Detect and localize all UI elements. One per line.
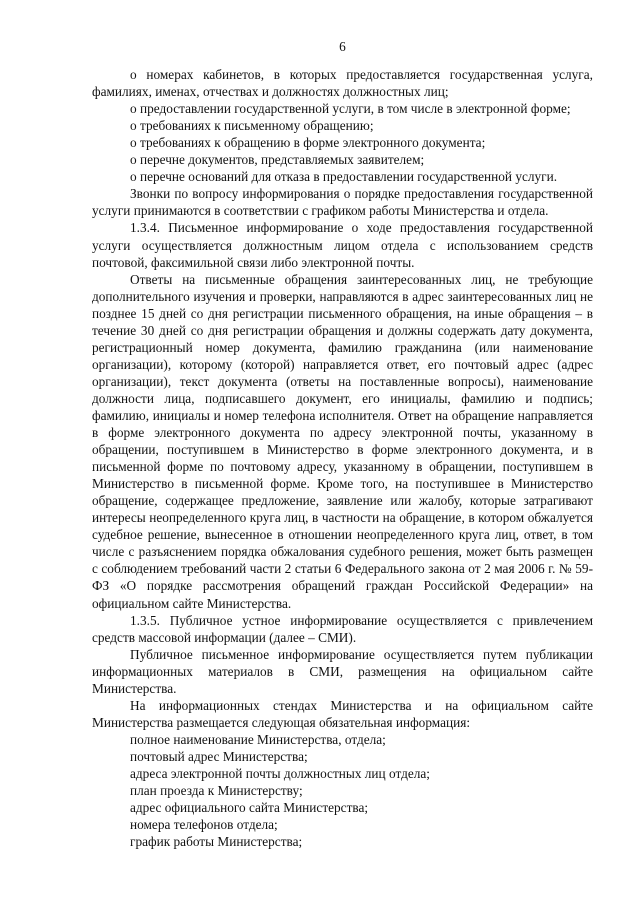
paragraph: На информационных стендах Министерства и на официальном сайте Министерства размещается следующая обязательная информация: — [92, 697, 593, 730]
list-item: номера телефонов отдела; — [130, 817, 278, 833]
list-item: о перечне оснований для отказа в предоставлении государственной услуги. — [130, 169, 558, 185]
list-item: график работы Министерства; — [130, 834, 303, 850]
list-item: о требованиях к письменному обращению; — [130, 118, 374, 134]
list-item: план проезда к Министерству; — [130, 783, 303, 799]
list-item: о требованиях к обращению в форме электронного документа; — [130, 135, 486, 151]
paragraph: Звонки по вопросу информирования о порядке предоставления государственной услуги принимаются в соответствии с графиком работы Министерства и отдела. — [92, 186, 593, 219]
paragraph: Публичное письменное информирование осуществляется путем публикации информационных материалов в СМИ, размещения на официальном сайте Министерства. — [92, 646, 593, 696]
page-number: 6 — [339, 39, 346, 54]
list-item: почтовый адрес Министерства; — [130, 748, 308, 764]
list-item: адреса электронной почты должностных лиц отдела; — [130, 765, 430, 781]
paragraph: о предоставлении государственной услуги, в том числе в электронной форме; — [130, 101, 571, 117]
list-item: адрес официального сайта Министерства; — [130, 800, 369, 816]
list-item: полное наименование Министерства, отдела; — [130, 731, 386, 747]
document-body — [92, 66, 593, 850]
paragraph: о номерах кабинетов, в которых предоставляется государственная услуга, фамилиях, именах, отчествах и должностях должностных лиц; — [92, 67, 593, 100]
paragraph: Ответы на письменные обращения заинтересованных лиц, не требующие дополнительного изучения и проверки, направляются в адрес заинтересованных лиц не позднее 15 дней со дня регистрации письменного обращения, на иные обращения – в течение 30 дней со дня регистрации обращения и должны содержать дату документа, регистрационный номер документа, фамилию гражданина (или наименование организации), которому (которой) направляется ответ, его почтовый адрес (адрес организации), текст документа (ответы на поставленные вопросы), наименование должности лица, подписавшего документ, его инициалы, фамилию и подпись; фамилию, инициалы и номер телефона исполнителя. Ответ на обращение направляется в форме электронного документа по адресу электронной почты, указанному в обращении, поступившем в Министерство в форме электронного документа, и в письменной форме по почтовому адресу, указанному в обращении, поступившем в Министерство в письменной форме. Кроме того, на поступившее в Министерство обращение, содержащее предложение, заявление или жалобу, которые затрагивают интересы неопределенного круга лиц, в частности на обращение, в котором обжалуется судебное решение, вынесенное в отношении неопределенного круга лиц, ответ, в том числе с разъяснением порядка обжалования судебного решения, может быть размещен с соблюдением требований части 2 статьи 6 Федерального закона от 2 мая 2006 г. № 59-ФЗ «О порядке рассмотрения обращений граждан Российской Федерации» на официальном сайте Министерства. — [92, 271, 593, 611]
paragraph: 1.3.4. Письменное информирование о ходе предоставления государственной услуги осуществляется должностным лицом отдела с использованием средств почтовой, факсимильной связи либо электронной почты. — [92, 220, 593, 270]
list-item: о перечне документов, представляемых заявителем; — [130, 152, 425, 168]
paragraph: 1.3.5. Публичное устное информирование осуществляется с привлечением средств массовой информации (далее – СМИ). — [92, 612, 593, 645]
